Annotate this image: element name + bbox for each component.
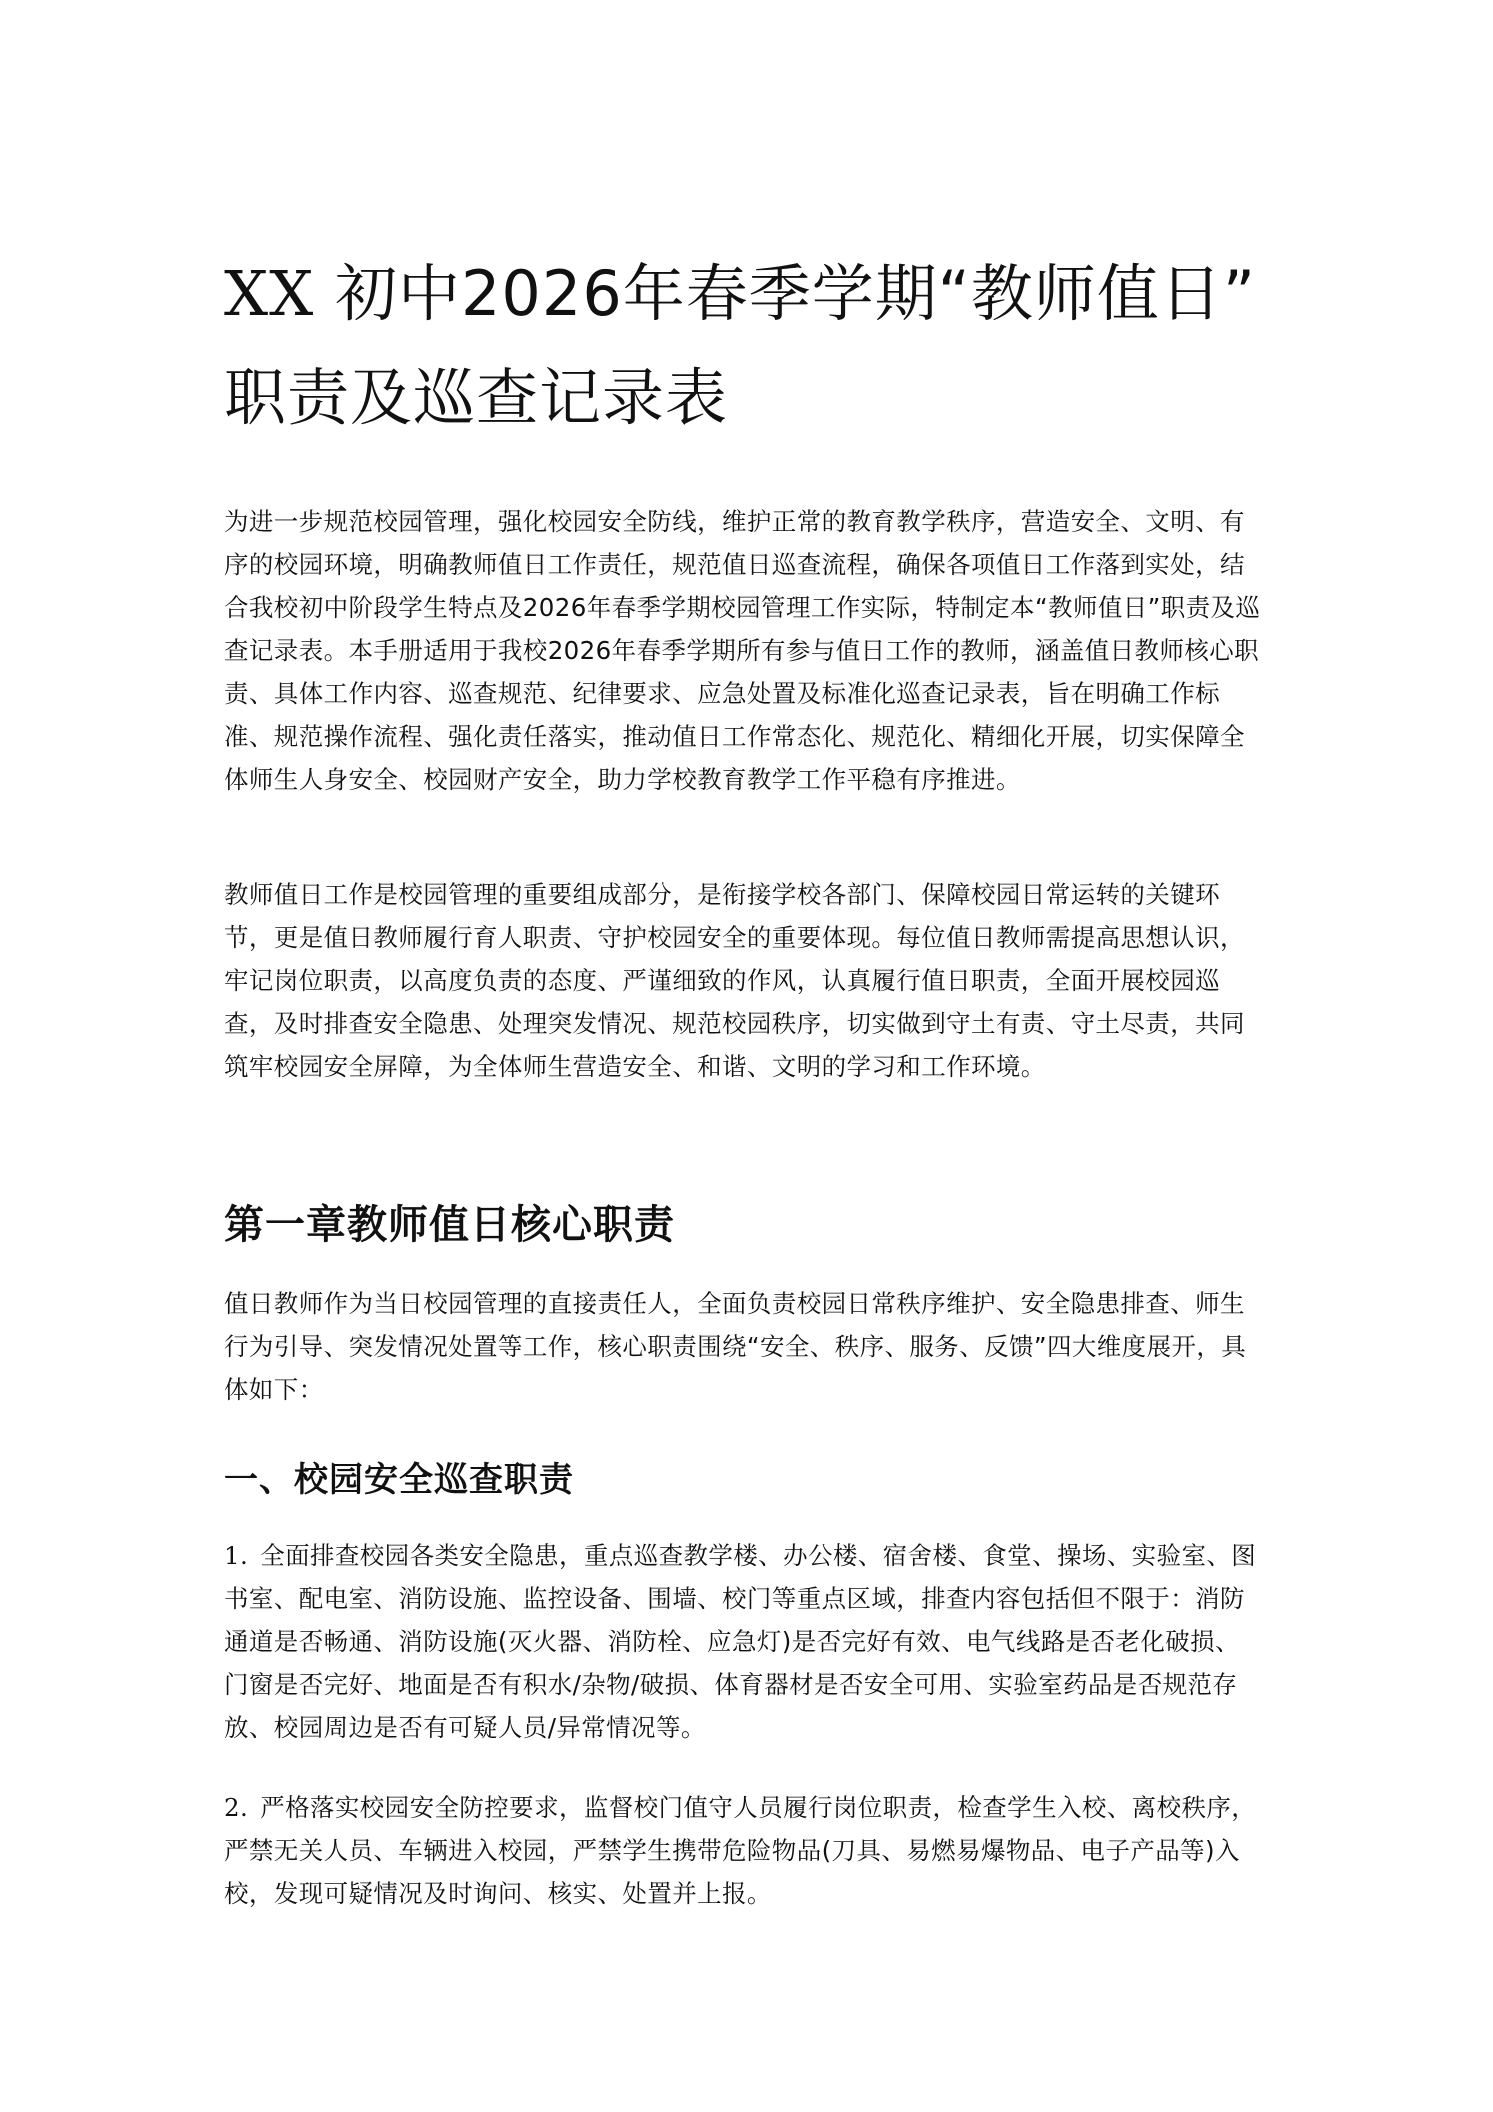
intro-paragraph-2: 教师值日工作是校园管理的重要组成部分，是衔接学校各部门、保障校园日常运转的关键环节，更是值日教师履行育人职责、守护校园安全的重要体现。每位值日教师需提高思想认识，牢记岗位职责，以高度负责的态度、严谨细致的作风，认真履行值日职责，全面开展校园巡查，及时排查安全隐患、处理突发情况、规范校园秩序，切实做到守土有责、守土尽责，共同筑牢校园安全屏障，为全体师生营造安全、和谐、文明的学习和工作环境。 (224, 880, 1245, 1081)
document-title (224, 242, 1284, 450)
list-item-text: 全面排查校园各类安全隐患，重点巡查教学楼、办公楼、宿舍楼、食堂、操场、实验室、图书室、配电室、消防设施、监控设备、围墙、校门等重点区域，排查内容包括但不限于：消防通道是否畅通、消防设施(灭火器、消防栓、应急灯)是否完好有效、电气线路是否老化破损、门窗是否完好、地面是否有积水/杂物/破损、体育器材是否安全可用、实验室药品是否规范存放、校园周边是否有可疑人员/异常情况等。 (224, 1541, 1257, 1742)
intro-paragraph-1: 为进一步规范校园管理，强化校园安全防线，维护正常的教育教学秩序，营造安全、文明、有序的校园环境，明确教师值日工作责任，规范值日巡查流程，确保各项值日工作落到实处，结合我校初中阶段学生特点及2026年春季学期校园管理工作实际，特制定本“教师值日”职责及巡查记录表。本手册适用于我校2026年春季学期所有参与值日工作的教师，涵盖值日教师核心职责、具体工作内容、巡查规范、纪律要求、应急处置及标准化巡查记录表，旨在明确工作标准、规范操作流程、强化责任落实，推动值日工作常态化、规范化、精细化开展，切实保障全体师生人身安全、校园财产安全，助力学校教育教学工作平稳有序推进。 (224, 507, 1261, 794)
section-1-heading: 一、校园安全巡查职责 (224, 1460, 574, 1500)
title-line-2: 职责及巡查记录表 (224, 361, 729, 434)
title-line-1-rest: 初中2026年春季学期“教师值日” (314, 257, 1257, 330)
title-prefix: XX (224, 257, 315, 330)
list-item-text: 严格落实校园安全防控要求，监督校门值守人员履行岗位职责，检查学生入校、离校秩序，严禁无关人员、车辆进入校园，严禁学生携带危险物品(刀具、易燃易爆物品、电子产品等)入校，发现可疑情况及时询问、核实、处置并上报。 (224, 1793, 1257, 1908)
list-item (224, 1534, 1264, 1749)
list-item-number: 2. (224, 1793, 249, 1822)
chapter-1-heading: 第一章教师值日核心职责 (224, 1202, 675, 1248)
chapter-1-intro: 值日教师作为当日校园管理的直接责任人，全面负责校园日常秩序维护、安全隐患排查、师生行为引导、突发情况处置等工作，核心职责围绕“安全、秩序、服务、反馈”四大维度展开，具体如下： (224, 1289, 1247, 1404)
list-item-number: 1. (224, 1541, 249, 1570)
title-line-1 (224, 257, 1256, 330)
list-item (224, 1786, 1264, 1915)
